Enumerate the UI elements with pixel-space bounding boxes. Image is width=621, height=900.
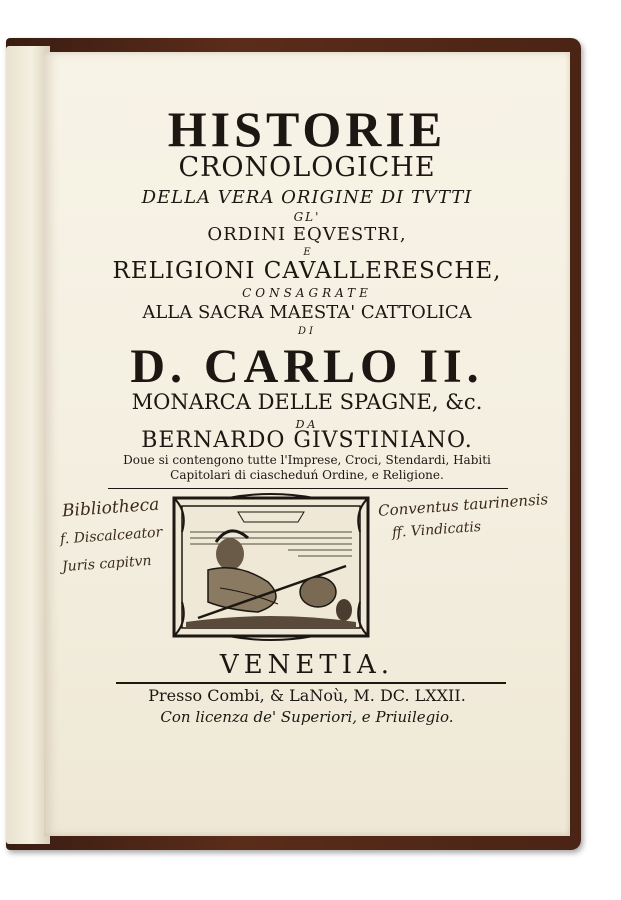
book-title: HISTORIE [167,101,447,157]
dedicatee-name: D. CARLO II. [130,340,484,393]
handwritten-provenance-note: Conventus taurinensis [377,490,549,520]
printer-device-woodcut [168,492,374,642]
imprint-publisher: Presso Combi, & LaNoù, M. DC. LXXII. [148,686,466,705]
author-prefix: DA [295,418,319,431]
subtitle-line: DELLA VERA ORIGINE DI TVTTI [141,187,473,208]
description-line: Doue si contengono tutte l'Imprese, Croci, Stendardi, Habiti [123,453,491,467]
divider [108,488,508,489]
description-line: Capitolari di ciascheduń Ordine, e Religione. [170,468,444,482]
imprint-place: VENETIA. [219,650,395,680]
subtitle-line: CONSAGRATE [242,286,372,300]
subtitle-line: ORDINI EQVESTRI, [207,224,407,245]
dedication-line: ALLA SACRA MAESTA' CATTOLICA [142,302,472,323]
handwritten-provenance-note: Bibliotheca [61,494,161,522]
subtitle-line: E [303,247,311,258]
handwritten-provenance-note: Juris capitvn [61,552,153,576]
handwritten-provenance-note: ff. Vindicatis [391,518,482,542]
divider [116,682,506,684]
subtitle-line: GL' [293,210,321,224]
dedication-line: DI [298,326,316,337]
subtitle-line: CRONOLOGICHE [178,152,436,183]
handwritten-provenance-note: f. Discalceator [59,524,163,548]
imprint-license: Con licenza de' Superiori, e Priuilegio. [160,708,454,726]
dedicatee-title: MONARCA DELLE SPAGNE, &c. [131,390,483,414]
subtitle-line: RELIGIONI CAVALLERESCHE, [112,258,502,284]
author-name: BERNARDO GIVSTINIANO. [141,428,473,453]
